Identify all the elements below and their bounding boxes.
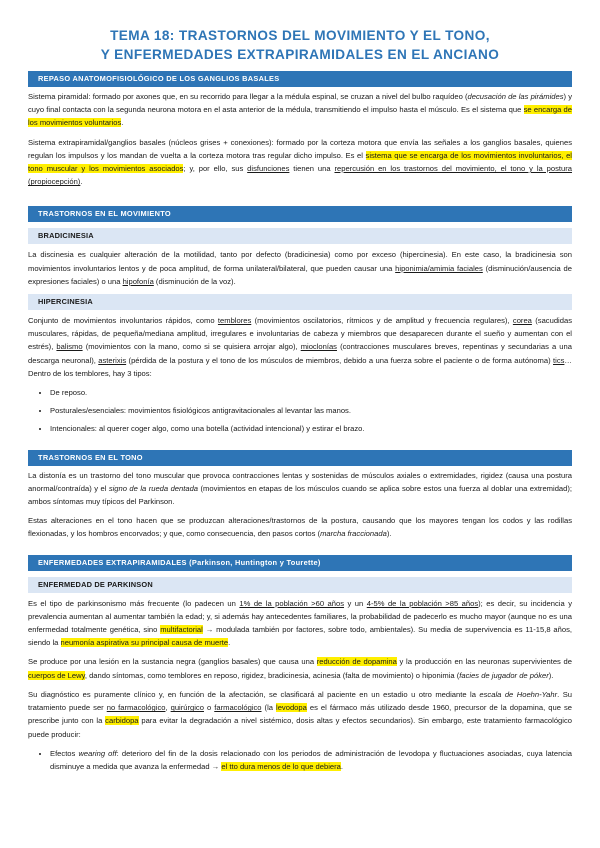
- highlight: sistema que se encarga de los movimientos involuntarios, el tono muscular y los movimientos asociados: [28, 150, 572, 174]
- paragraph-parkinson-treatment: Su diagnóstico es puramente clínico y, en función de la afectación, se clasificará al paciente en un estadio u otro mediante la escala de Hoehn-Yahr. Su tratamiento puede ser no farmacológico, quirúrgico o farmacológico (la levodopa es el fármaco más utilizado desde 1960, precursor de la dopamina, que se prescribe junto con la carbidopa para evitar la degradación a nivel sistémico, dosis altas y efectos secundarios). Sin embargo, este tratamiento farmacológico puede producir:: [28, 689, 572, 739]
- paragraph-hipercinesia: Conjunto de movimientos involuntarios rápidos, como temblores (movimientos oscilatorios, rítmicos y de amplitud y frecuencia regulares), corea (sacudidas musculares, rápidas, de pequeña/mediana amplitud, irregulares e involuntarias de cabeza y miembros que desaparecen durante el sueño y aumentan con el estrés), balismo (movimientos con la mano, como si se quisiera arrojar algo), mioclonías (contracciones musculares breves, repentinas y secundarias a una descarga neuronal), asterixis (pérdida de la postura y el tono de los músculos de miembros, debido a una fuerza sobre el paciente o de forma autónoma) tics… Dentro de los temblores, hay 3 tipos:: [28, 316, 572, 378]
- highlight: el tto dura menos de lo que debiera: [221, 761, 341, 771]
- paragraph-parkinson-epidemiology: Es el tipo de parkinsonismo más frecuente (lo padecen un 1% de la población >60 años y un 4-5% de la población >85 años); es decir, su incidencia y prevalencia aumentan al aumentar también la edad; y, si además hay antecedentes familiares, la probabilidad de padecerlo es mucho mayor (aunque no es una enfermedad totalmente genética, sino multifactorial → modulada también por factores, sobre todo, ambientales). Su media de supervivencia es 11-15,8 años, siendo la neumonía aspirativa su principal causa de muerte.: [28, 598, 572, 648]
- title-line-2: Y ENFERMEDADES EXTRAPIRAMIDALES EN EL ANCIANO: [100, 47, 500, 62]
- title-line-1: TEMA 18: TRASTORNOS DEL MOVIMIENTO Y EL TONO,: [110, 28, 490, 43]
- subheading-hipercinesia: HIPERCINESIA: [28, 294, 572, 310]
- list-item: • Intencionales: al querer coger algo, como una botella (actividad intencional) y estirar el brazo.: [50, 422, 572, 435]
- paragraph-pyramidal: Sistema piramidal: formado por axones que, en su recorrido para llegar a la médula espinal, se cruzan a nivel del bulbo raquídeo (decusación de las pirámides) y cuyo final contacta con la segunda neurona motora en el asta anterior de la médula, transmitiendo el impulso hasta el músculo. Es el sistema que se encarga de los movimientos voluntarios.: [28, 92, 573, 128]
- section-heading-movement: TRASTORNOS EN EL MOVIMIENTO: [28, 206, 572, 222]
- subheading-parkinson: ENFERMEDAD DE PARKINSON: [28, 577, 572, 593]
- list-item: • Efectos wearing off: deterioro del fin de la dosis relacionado con los periodos de administración de levodopa y fluctuaciones asociadas, cuya latencia disminuye a medida que avanza la enfermedad → el tto dura menos de lo que debiera.: [50, 747, 572, 773]
- section-heading-tone: TRASTORNOS EN EL TONO: [28, 450, 572, 466]
- paragraph-parkinson-pathology: Se produce por una lesión en la sustancia negra (ganglios basales) que causa una reducción de dopamina y la producción en las neuronas supervivientes de cuerpos de Lewy, dando síntomas, como temblores en reposo, rigidez, bradicinesia, acinesia (falta de movimiento) o hiponimia (facies de jugador de póker).: [28, 657, 572, 680]
- list-item: • Posturales/esenciales: movimientos fisiológicos antigravitacionales al levantar las manos.: [50, 404, 572, 417]
- highlight: multifactorial: [160, 625, 203, 635]
- paragraph-extrapyramidal: Sistema extrapiramidal/ganglios basales (núcleos grises + conexiones): formado por la corteza motora que envía las señales a los ganglios basales, quienes regulan los impulsos y los mandan de vuelta a la corteza motora tras regular dicho impulso. Es el sistema que se encarga de los movimientos involuntarios, el tono muscular y los movimientos asociados; y, por ello, sus disfunciones tienen una repercusión en los trastornos del movimiento, el tono y la postura (propiocepción).: [28, 137, 572, 187]
- paragraph-distonia: La distonía es un trastorno del tono muscular que provoca contracciones lentas y sostenidas de músculos axiales o extremidades, rigidez (causa una postura anormal/contraída) y el signo de la rueda dentada (movimientos en etapas de los músculos cuando se aplica sobre estos una fuerza al doblar una extremidad); ambos síntomas muy típicos del Parkinson.: [28, 470, 572, 507]
- paragraph-posture: Estas alteraciones en el tono hacen que se produzcan alteraciones/trastornos de la postura, causando que los mayores tengan los codos y las rodillas flexionadas, y los hombros encorvados; y que, como consecuencia, den pasos cortos (marcha fraccionada).: [28, 516, 572, 539]
- section-heading-extrapyramidal-diseases: ENFERMEDADES EXTRAPIRAMIDALES (Parkinson, Huntington y Tourette): [28, 555, 572, 571]
- document-title: [28, 0, 572, 64]
- tremor-types-list: [28, 386, 572, 436]
- section-heading-anatomy: REPASO ANATOMOFISIOLÓGICO DE LOS GANGLIOS BASALES: [28, 71, 572, 87]
- side-effects-list: [28, 747, 572, 773]
- highlight: cuerpos de Lewy: [28, 670, 85, 680]
- highlight: reducción de dopamina: [316, 657, 397, 667]
- highlight: carbidopa: [105, 716, 139, 726]
- list-item: • De reposo.: [50, 386, 572, 399]
- paragraph-bradicinesia: La discinesia es cualquier alteración de la motilidad, tanto por defecto (bradicinesia) como por exceso (hipercinesia). En este caso, la bradicinesia son movimientos involuntarios lentos y de poca amplitud, de forma unilateral/bilateral, que pueden causar una hiponimia/amimia faciales (disminución/ausencia de expresiones faciales) o una hipofonía (disminución de la voz).: [28, 250, 572, 286]
- subheading-bradicinesia: BRADICINESIA: [28, 228, 572, 244]
- highlight: se encarga de los movimientos voluntarios: [28, 105, 572, 128]
- highlight: neumonía aspirativa su principal causa de muerte: [60, 638, 229, 648]
- highlight: levodopa: [276, 703, 307, 713]
